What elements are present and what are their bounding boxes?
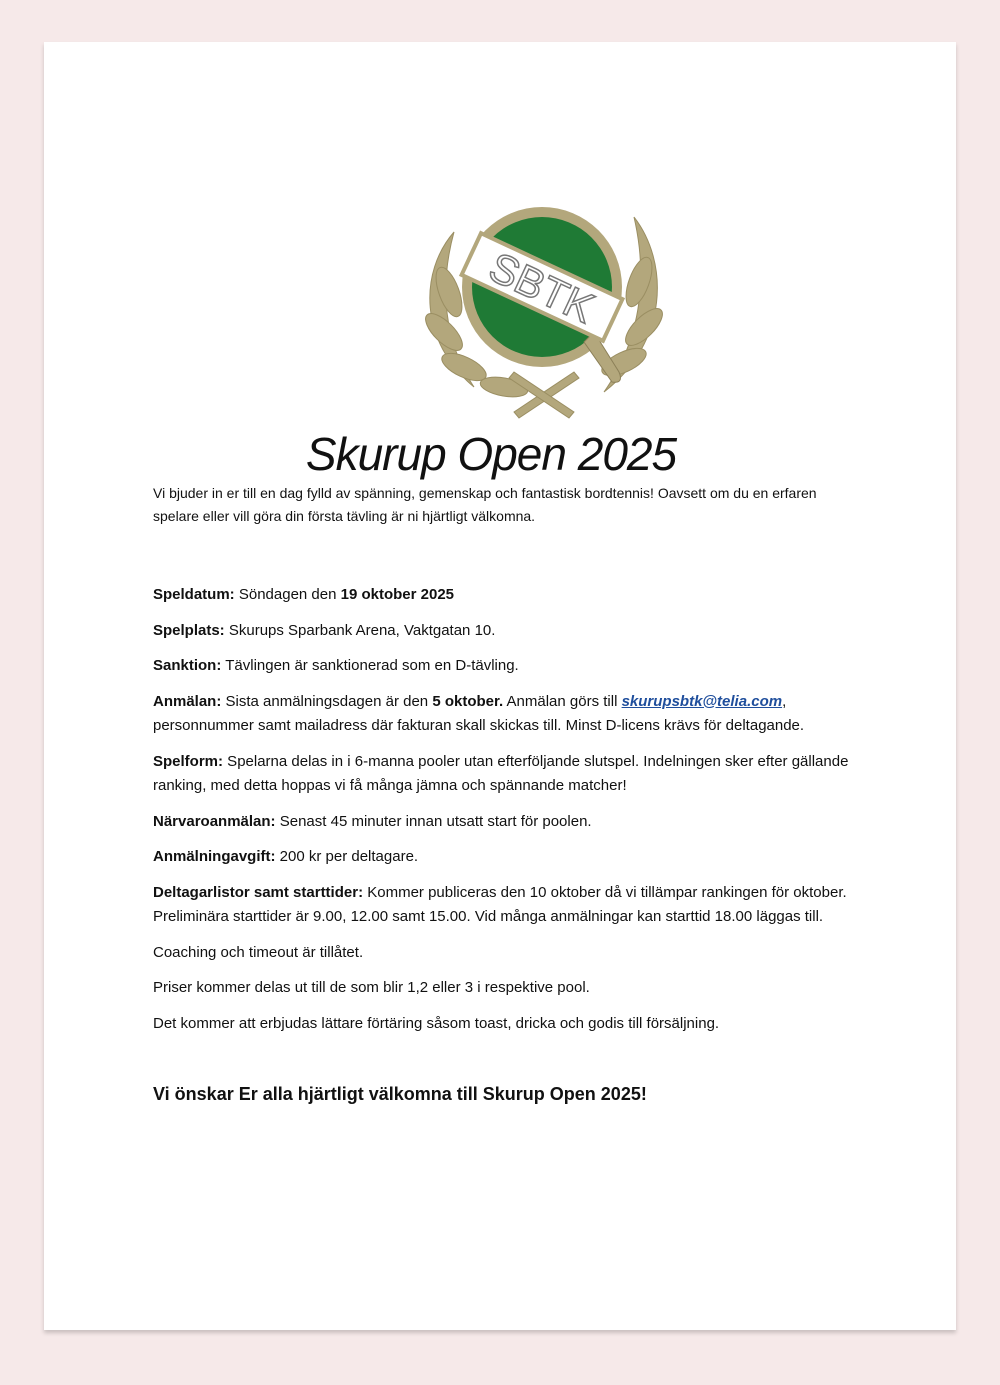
deltagarlistor-line: [153, 881, 853, 930]
text: Anmälan görs till: [503, 692, 622, 710]
intro-text: Vi bjuder in er till en dag fylld av spänning, gemenskap och fantastisk bordtennis! Oavsett om du en erfaren spelare eller vill göra din första tävling är ni hjärtligt välkomna.: [153, 485, 817, 524]
spelform-line: [153, 750, 853, 799]
anmalan-line: [153, 690, 853, 739]
narvaro-line: [153, 810, 853, 835]
coaching-line: Coaching och timeout är tillåtet.: [153, 943, 364, 961]
label: Deltagarlistor samt starttider:: [153, 883, 364, 901]
text: Skurups Sparbank Arena, Vaktgatan 10.: [224, 621, 496, 639]
sbtk-logo: [414, 192, 674, 422]
label: Speldatum:: [153, 586, 235, 603]
email-link[interactable]: skurupsbtk@telia.com: [621, 692, 783, 710]
document-page: [44, 42, 956, 1330]
label: Spelplats:: [153, 621, 225, 639]
fortaring-line: Det kommer att erbjudas lättare förtäring såsom toast, dricka och godis till försäljning.: [153, 1014, 720, 1032]
text: Söndagen den: [234, 586, 341, 603]
closing-text: Vi önskar Er alla hjärtligt välkomna till Skurup Open 2025!: [153, 1084, 647, 1104]
label: Spelform:: [153, 752, 224, 770]
text: Tävlingen är sanktionerad som en D-tävling.: [221, 657, 519, 674]
date: 19 oktober 2025: [340, 586, 455, 603]
priser-line: Priser kommer delas ut till de som blir 1,2 eller 3 i respektive pool.: [153, 979, 590, 996]
text: Senast 45 minuter innan utsatt start för poolen.: [275, 812, 592, 830]
avgift-line: [153, 845, 853, 870]
logo-text: SBTK: [482, 242, 602, 332]
label: Sanktion:: [153, 657, 222, 674]
label: Anmälan:: [153, 692, 222, 710]
text: , personnummer samt mailadress där fakturan skall skickas till. Minst D-licens krävs för deltagande.: [153, 692, 805, 734]
text: Kommer publiceras den 10 oktober då vi tillämpar rankingen för oktober. Preliminära starttider är 9.00, 12.00 samt 15.00. Vid många anmälningar kan starttid 18.00 läggas till.: [153, 883, 847, 925]
sanktion-line: [153, 654, 853, 679]
page-title: Skurup Open 2025: [305, 428, 677, 480]
document-body: [153, 482, 853, 1123]
deadline: 5 oktober.: [432, 692, 504, 710]
speldatum-line: [153, 583, 853, 608]
label: Närvaroanmälan:: [153, 812, 276, 830]
text: 200 kr per deltagare.: [275, 848, 419, 865]
spelplats-line: [153, 619, 853, 644]
text: Sista anmälningsdagen är den: [221, 692, 433, 710]
label: Anmälningavgift:: [153, 848, 276, 865]
text: Spelarna delas in i 6-manna pooler utan efterföljande slutspel. Indelningen sker efter gällande ranking, med detta hoppas vi få många jämna och spännande matcher!: [153, 752, 849, 794]
